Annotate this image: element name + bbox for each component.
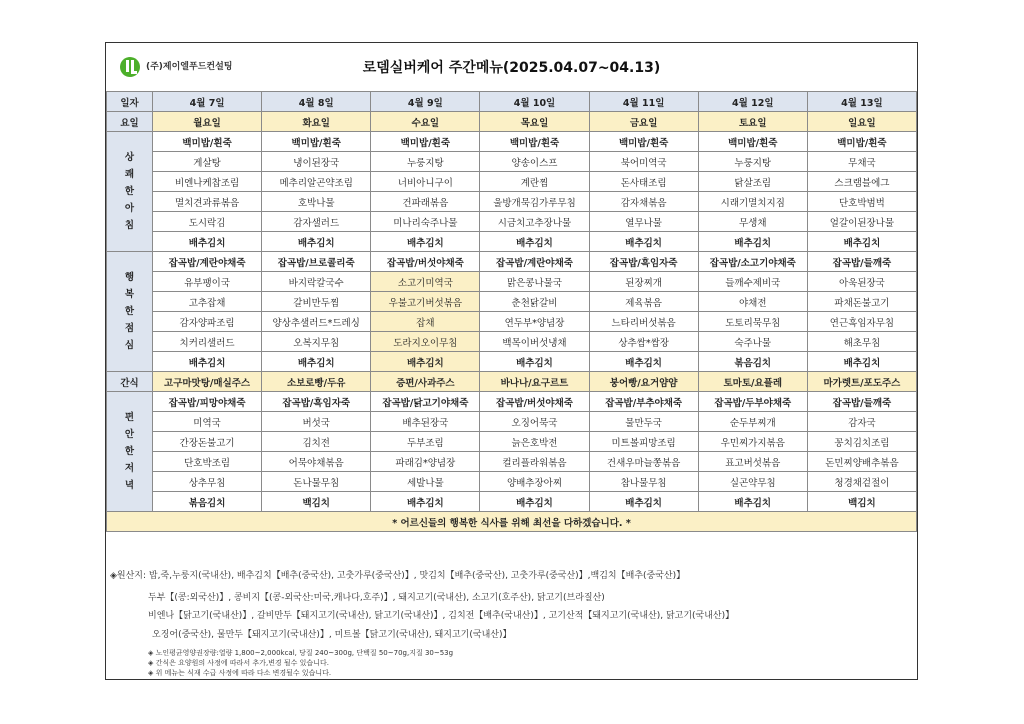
menu-item: 단호박범벅 xyxy=(807,192,916,212)
menu-item: 순두부찌개 xyxy=(698,412,807,432)
menu-item: 냉이된장국 xyxy=(262,152,371,172)
menu-item: 백김치 xyxy=(807,492,916,512)
menu-item: 호박나물 xyxy=(262,192,371,212)
menu-item: 실곤약무침 xyxy=(698,472,807,492)
menu-item: 숙주나물 xyxy=(698,332,807,352)
menu-item: 배추김치 xyxy=(807,352,916,372)
menu-item: 배추김치 xyxy=(262,232,371,252)
page-title: 로뎀실버케어 주간메뉴(2025.04.07~04.13) xyxy=(362,60,661,76)
footnote: ◈ 간식은 요양원의 사정에 따라서 추가,변경 될수 있습니다. xyxy=(148,659,329,667)
menu-item: 배추김치 xyxy=(480,232,589,252)
snack-cell: 붕어빵/요거얌얌 xyxy=(589,372,698,392)
date-cell: 4월 9일 xyxy=(371,92,480,112)
menu-item: 연두부*양념장 xyxy=(480,312,589,332)
dinner-row xyxy=(107,432,917,452)
dinner-label: 편 안 한 저 녁 xyxy=(107,392,153,512)
menu-item: 배추된장국 xyxy=(371,412,480,432)
menu-item: 무채국 xyxy=(807,152,916,172)
breakfast-row xyxy=(107,132,917,152)
breakfast-row xyxy=(107,192,917,212)
menu-item: 도토리묵무침 xyxy=(698,312,807,332)
menu-item: 배추김치 xyxy=(589,232,698,252)
menu-item: 볶음김치 xyxy=(153,492,262,512)
footnote: ◈ 노인평균영양권장량:열량 1,800~2,000kcal, 당질 240~300g, 단백질 50~70g,지질 30~53g xyxy=(148,649,454,657)
menu-item: 표고버섯볶음 xyxy=(698,452,807,472)
menu-item: 꽁치김치조림 xyxy=(807,432,916,452)
lunch-row xyxy=(107,332,917,352)
weekday-cell: 일요일 xyxy=(807,112,916,132)
menu-item: 건새우마늘쫑볶음 xyxy=(589,452,698,472)
notice-row xyxy=(107,512,917,532)
menu-item: 북어미역국 xyxy=(589,152,698,172)
weekday-cell: 금요일 xyxy=(589,112,698,132)
menu-item: 감자샐러드 xyxy=(262,212,371,232)
menu-item: 돈사태조림 xyxy=(589,172,698,192)
menu-item: 참나물무침 xyxy=(589,472,698,492)
menu-item: 잡곡밥/두부야채죽 xyxy=(698,392,807,412)
menu-item: 배추김치 xyxy=(480,352,589,372)
menu-item: 계란찜 xyxy=(480,172,589,192)
weekday-cell: 목요일 xyxy=(480,112,589,132)
menu-item: 오징어묵국 xyxy=(480,412,589,432)
date-cell: 4월 10일 xyxy=(480,92,589,112)
dinner-row xyxy=(107,472,917,492)
menu-item: 백목이버섯냉채 xyxy=(480,332,589,352)
lunch-row xyxy=(107,312,917,332)
breakfast-row xyxy=(107,212,917,232)
menu-item: 미트볼피망조림 xyxy=(589,432,698,452)
menu-item: 감자국 xyxy=(807,412,916,432)
menu-item: 두부조림 xyxy=(371,432,480,452)
day-row xyxy=(107,112,917,132)
breakfast-row xyxy=(107,232,917,252)
menu-item: 된장찌개 xyxy=(589,272,698,292)
menu-item: 배추김치 xyxy=(153,232,262,252)
menu-item: 야채전 xyxy=(698,292,807,312)
menu-item: 바지락칼국수 xyxy=(262,272,371,292)
dinner-row xyxy=(107,392,917,412)
menu-item: 잡곡밥/브로콜리죽 xyxy=(262,252,371,272)
menu-item: 배추김치 xyxy=(589,492,698,512)
menu-item: 오복지무침 xyxy=(262,332,371,352)
menu-item: 돈나물무침 xyxy=(262,472,371,492)
menu-item: 비엔나케찹조림 xyxy=(153,172,262,192)
menu-item: 잡곡밥/피망야채죽 xyxy=(153,392,262,412)
menu-item: 잡곡밥/계란야채죽 xyxy=(153,252,262,272)
menu-item: 무생채 xyxy=(698,212,807,232)
breakfast-label: 상 쾌 한 아 침 xyxy=(107,132,153,252)
row-label: 요일 xyxy=(107,112,153,132)
menu-item: 스크램블에그 xyxy=(807,172,916,192)
menu-item: 잡곡밥/소고기야채죽 xyxy=(698,252,807,272)
date-cell: 4월 13일 xyxy=(807,92,916,112)
menu-item: 누룽지탕 xyxy=(698,152,807,172)
menu-item: 잡곡밥/버섯야채죽 xyxy=(371,252,480,272)
origin-line: 오징어(중국산), 물만두【돼지고기(국내산)】, 미트볼【닭고기(국내산), 돼지고기(국내산)】 xyxy=(152,630,512,640)
menu-item: 미역국 xyxy=(153,412,262,432)
menu-item: 감자채볶음 xyxy=(589,192,698,212)
company-name: (주)제이엘푸드컨설팅 xyxy=(146,62,233,72)
date-cell: 4월 11일 xyxy=(589,92,698,112)
menu-item: 청경채겉절이 xyxy=(807,472,916,492)
sheet-header xyxy=(106,43,917,91)
menu-item: 잡곡밥/흑임자죽 xyxy=(589,252,698,272)
menu-item: 잡곡밥/들깨죽 xyxy=(807,392,916,412)
menu-item: 양배추장아찌 xyxy=(480,472,589,492)
menu-item: 배추김치 xyxy=(480,492,589,512)
menu-item: 단호박조림 xyxy=(153,452,262,472)
snack-cell: 소보로빵/두유 xyxy=(262,372,371,392)
menu-item: 고추잡채 xyxy=(153,292,262,312)
breakfast-row xyxy=(107,152,917,172)
menu-item: 도시락김 xyxy=(153,212,262,232)
menu-item: 아욱된장국 xyxy=(807,272,916,292)
menu-item: 건파래볶음 xyxy=(371,192,480,212)
menu-item: 맑은콩나물국 xyxy=(480,272,589,292)
snack-row xyxy=(107,372,917,392)
menu-item: 얼갈이된장나물 xyxy=(807,212,916,232)
menu-item: 우불고기버섯볶음 xyxy=(371,292,480,312)
menu-item: 시래기멸치지짐 xyxy=(698,192,807,212)
lunch-row xyxy=(107,252,917,272)
menu-item: 메추리알곤약조림 xyxy=(262,172,371,192)
menu-item: 백미밥/흰죽 xyxy=(698,132,807,152)
menu-item: 연근흑임자무침 xyxy=(807,312,916,332)
snack-cell: 고구마맛탕/매실주스 xyxy=(153,372,262,392)
origin-line: ◈원산지: 밥,죽,누룽지(국내산), 배추김치【배추(중국산), 고춧가루(중국산)】, 맛김치【배추(중국산), 고춧가루(중국산)】,백김치【배추(중국산)】 xyxy=(110,571,686,581)
menu-item: 잡곡밥/들깨죽 xyxy=(807,252,916,272)
menu-item: 상추쌈*쌈장 xyxy=(589,332,698,352)
menu-item: 유부팽이국 xyxy=(153,272,262,292)
menu-item: 백미밥/흰죽 xyxy=(480,132,589,152)
menu-item: 게살탕 xyxy=(153,152,262,172)
menu-item: 잡채 xyxy=(371,312,480,332)
menu-item: 백미밥/흰죽 xyxy=(153,132,262,152)
menu-item: 해초무침 xyxy=(807,332,916,352)
origin-line: 비엔나【닭고기(국내산)】, 갈비만두【돼지고기(국내산), 닭고기(국내산)】, 김치전【배추(국내산)】, 고기산적【돼지고기(국내산), 닭고기(국내산)】 xyxy=(148,611,735,621)
menu-item: 컬리플라워볶음 xyxy=(480,452,589,472)
dinner-row xyxy=(107,412,917,432)
menu-item: 제육볶음 xyxy=(589,292,698,312)
weekday-cell: 토요일 xyxy=(698,112,807,132)
menu-item: 잡곡밥/계란야채죽 xyxy=(480,252,589,272)
menu-item: 배추김치 xyxy=(807,232,916,252)
menu-item: 잡곡밥/닭고기야채죽 xyxy=(371,392,480,412)
menu-item: 늙은호박전 xyxy=(480,432,589,452)
menu-item: 배추김치 xyxy=(371,232,480,252)
date-cell: 4월 12일 xyxy=(698,92,807,112)
menu-item: 닭살조림 xyxy=(698,172,807,192)
menu-item: 배추김치 xyxy=(262,352,371,372)
menu-item: 누룽지탕 xyxy=(371,152,480,172)
lunch-row xyxy=(107,352,917,372)
menu-item: 간장돈불고기 xyxy=(153,432,262,452)
menu-item: 춘천닭갈비 xyxy=(480,292,589,312)
menu-item: 감자양파조림 xyxy=(153,312,262,332)
breakfast-row xyxy=(107,172,917,192)
menu-item: 배추김치 xyxy=(698,492,807,512)
menu-item: 돈민찌양배추볶음 xyxy=(807,452,916,472)
menu-item: 잡곡밥/부추야채죽 xyxy=(589,392,698,412)
footnote: ◈ 위 메뉴는 식재 수급 사정에 따라 다소 변경될수 있습니다. xyxy=(148,669,332,677)
menu-item: 상추무침 xyxy=(153,472,262,492)
menu-item: 멸치견과류볶음 xyxy=(153,192,262,212)
menu-item: 볶음김치 xyxy=(698,352,807,372)
menu-item: 어묵야채볶음 xyxy=(262,452,371,472)
notice-text: * 어르신들의 행복한 식사를 위해 최선을 다하겠습니다. * xyxy=(107,512,917,532)
weekday-cell: 월요일 xyxy=(153,112,262,132)
menu-item: 백미밥/흰죽 xyxy=(589,132,698,152)
hdr-row xyxy=(107,92,917,112)
menu-item: 갈비만두찜 xyxy=(262,292,371,312)
row-label: 일자 xyxy=(107,92,153,112)
menu-item: 양송이스프 xyxy=(480,152,589,172)
menu-item: 시금치고추장나물 xyxy=(480,212,589,232)
menu-item: 백미밥/흰죽 xyxy=(371,132,480,152)
snack-cell: 토마토/요플레 xyxy=(698,372,807,392)
menu-item: 버섯국 xyxy=(262,412,371,432)
menu-item: 배추김치 xyxy=(371,352,480,372)
row-label: 간식 xyxy=(107,372,153,392)
menu-item: 백미밥/흰죽 xyxy=(262,132,371,152)
date-cell: 4월 7일 xyxy=(153,92,262,112)
menu-item: 소고기미역국 xyxy=(371,272,480,292)
snack-cell: 바나나/요구르트 xyxy=(480,372,589,392)
dinner-row xyxy=(107,492,917,512)
menu-item: 양상추샐러드*드레싱 xyxy=(262,312,371,332)
menu-item: 미나리숙주나물 xyxy=(371,212,480,232)
menu-item: 열무나물 xyxy=(589,212,698,232)
weekly-menu-table xyxy=(106,91,917,532)
menu-item: 백미밥/흰죽 xyxy=(807,132,916,152)
date-cell: 4월 8일 xyxy=(262,92,371,112)
snack-cell: 증편/사과주스 xyxy=(371,372,480,392)
menu-item: 파채돈불고기 xyxy=(807,292,916,312)
menu-item: 세발나물 xyxy=(371,472,480,492)
menu-item: 잡곡밥/버섯야채죽 xyxy=(480,392,589,412)
menu-item: 배추김치 xyxy=(589,352,698,372)
weekday-cell: 화요일 xyxy=(262,112,371,132)
menu-item: 너비아니구이 xyxy=(371,172,480,192)
menu-item: 물만두국 xyxy=(589,412,698,432)
lunch-label: 행 복 한 점 심 xyxy=(107,252,153,372)
weekday-cell: 수요일 xyxy=(371,112,480,132)
menu-item: 들깨수제비국 xyxy=(698,272,807,292)
menu-item: 치커리샐러드 xyxy=(153,332,262,352)
menu-item: 잡곡밥/흑임자죽 xyxy=(262,392,371,412)
menu-item: 백김치 xyxy=(262,492,371,512)
menu-item: 울방개묵김가루무침 xyxy=(480,192,589,212)
lunch-row xyxy=(107,272,917,292)
lunch-row xyxy=(107,292,917,312)
menu-item: 파래김*양념장 xyxy=(371,452,480,472)
menu-item: 우민찌가지볶음 xyxy=(698,432,807,452)
menu-item: 김치전 xyxy=(262,432,371,452)
snack-cell: 마가렛트/포도주스 xyxy=(807,372,916,392)
dinner-row xyxy=(107,452,917,472)
origin-line: 두부【(콩:외국산)】, 콩비지【(콩-외국산:미국,캐나다,호주)】, 돼지고기(국내산), 소고기(호주산), 닭고기(브라질산) xyxy=(148,593,605,603)
menu-item: 도라지오이무침 xyxy=(371,332,480,352)
menu-item: 느타리버섯볶음 xyxy=(589,312,698,332)
menu-item: 배추김치 xyxy=(698,232,807,252)
menu-sheet xyxy=(105,42,918,680)
menu-item: 배추김치 xyxy=(153,352,262,372)
menu-item: 배추김치 xyxy=(371,492,480,512)
